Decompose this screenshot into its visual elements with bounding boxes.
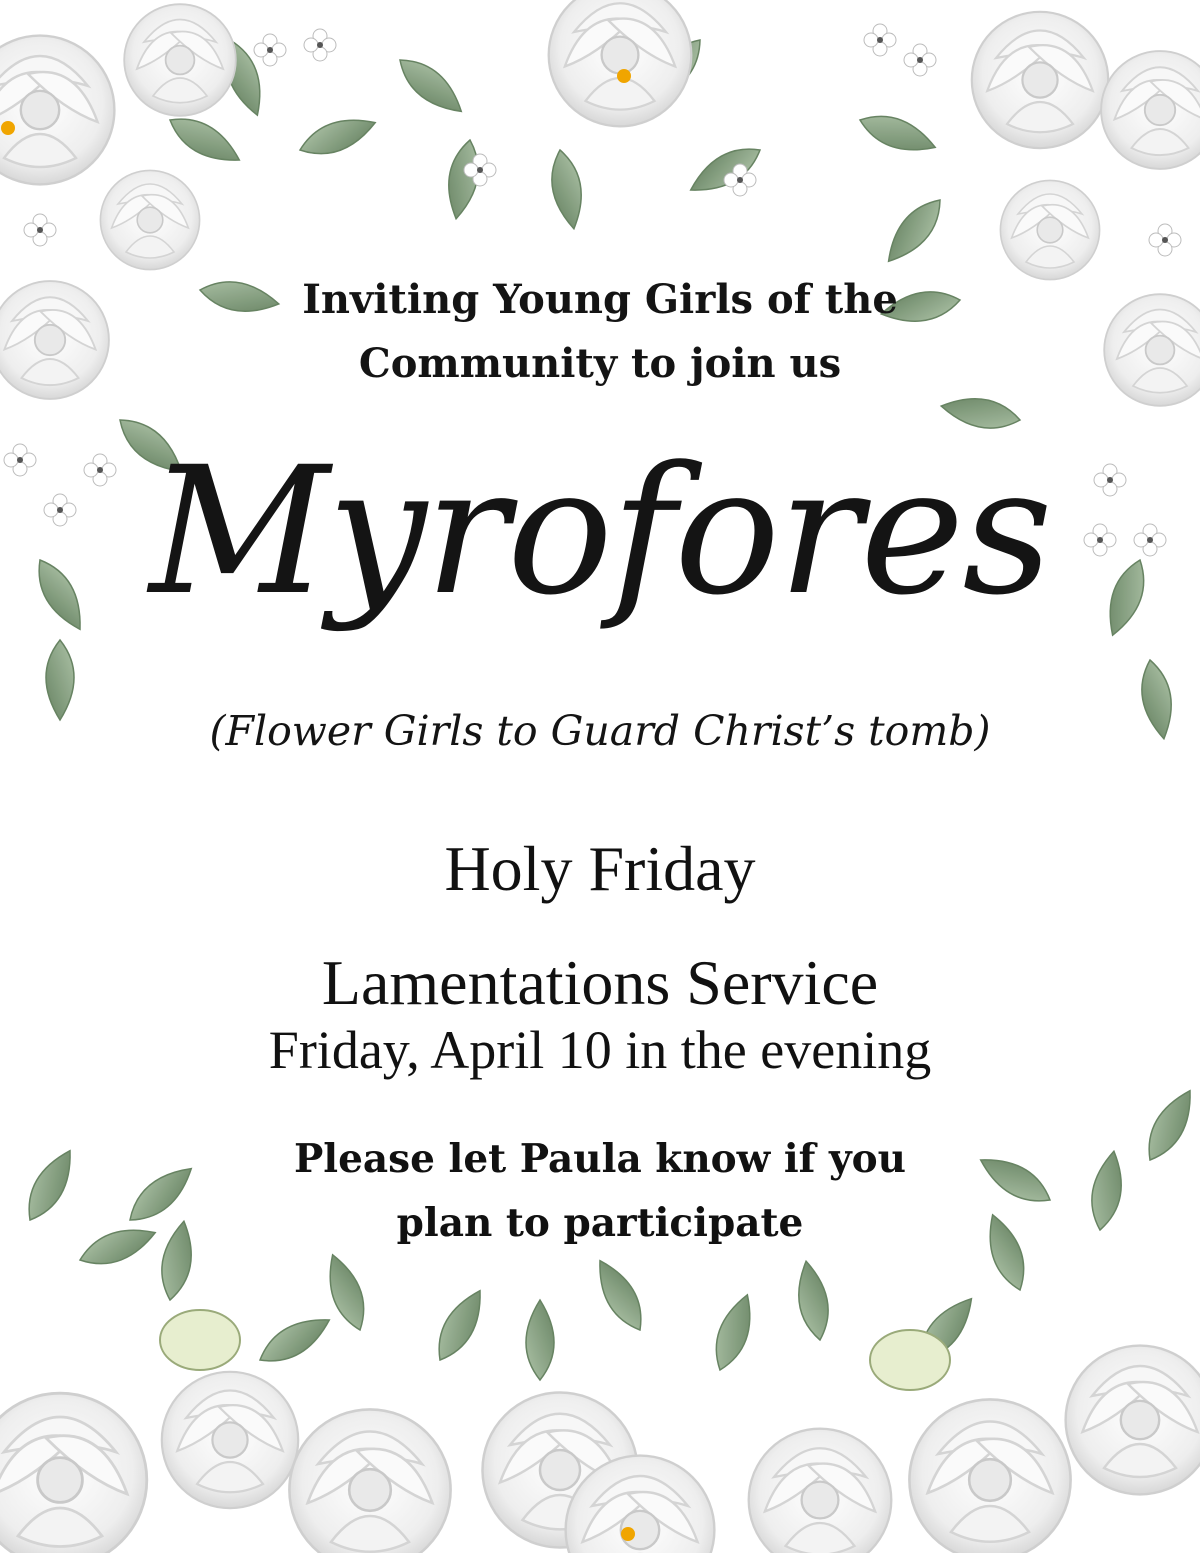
- invitation-line-2: Community to join us: [358, 340, 842, 387]
- event-line-2: Lamentations Service: [321, 947, 879, 1018]
- event-line-1: Holy Friday: [444, 833, 756, 904]
- invitation-line-1: Inviting Young Girls of the: [302, 276, 898, 323]
- bottom-roses: [0, 1346, 1200, 1553]
- subtitle: (Flower Girls to Guard Christ’s tomb): [209, 707, 991, 755]
- title-myrofores: Myrofores: [149, 429, 1051, 634]
- rsvp-line-1: Please let Paula know if you: [293, 1136, 907, 1182]
- invitation-heading: [0, 268, 1200, 396]
- rsvp-line-2: plan to participate: [396, 1200, 804, 1246]
- rsvp-note: [0, 1127, 1200, 1255]
- event-date: Friday, April 10 in the evening: [268, 1020, 932, 1080]
- event-name: [0, 812, 1200, 1040]
